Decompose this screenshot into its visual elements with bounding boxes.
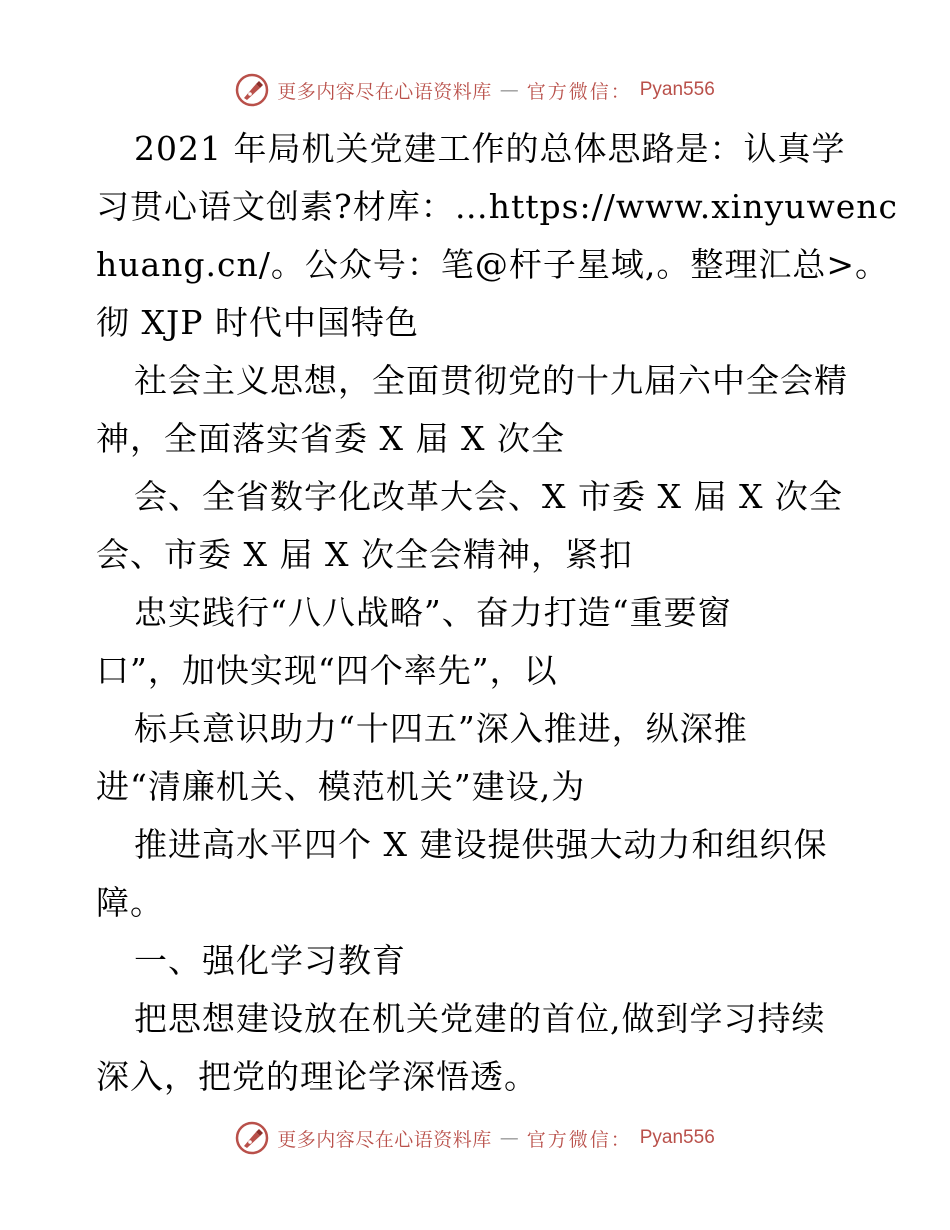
text-line-6: 神，全面落实省委 X 届 X 次全 bbox=[96, 419, 565, 458]
text-line-4: 彻 XJP 时代中国特色 bbox=[96, 303, 419, 342]
text-line-2: 习贯心语文创素?材库：…https://www.xinyuwenc bbox=[96, 187, 899, 226]
text-line-12: 进“清廉机关、模范机关”建设,为 bbox=[96, 767, 586, 806]
text-line-13: 推进高水平四个 X 建设提供强大动力和组织保 bbox=[134, 825, 828, 864]
watermark-main-text: 更多内容尽在心语资料库 bbox=[277, 80, 492, 103]
text-line-11: 标兵意识助力“十四五”深入推进，纵深推 bbox=[134, 709, 748, 748]
text-line-8: 会、市委 X 届 X 次全会精神，紧扣 bbox=[96, 535, 633, 574]
watermark-separator: — bbox=[499, 79, 519, 101]
text-line-14: 障。 bbox=[96, 883, 164, 922]
text-line-1: 2021 年局机关党建工作的总体思路是：认真学 bbox=[134, 129, 846, 168]
watermark-separator: — bbox=[499, 1127, 519, 1149]
text-line-10: 口”，加快实现“四个率先”，以 bbox=[96, 651, 558, 690]
footer-watermark bbox=[0, 1118, 950, 1158]
text-line-5: 社会主义思想，全面贯彻党的十九届六中全会精 bbox=[134, 361, 848, 400]
watermark-official-label: 官方微信： bbox=[526, 1128, 632, 1151]
document-body bbox=[96, 120, 899, 1106]
watermark-wechat-id: Pyan556 bbox=[639, 1127, 715, 1148]
text-line-16: 把思想建设放在机关党建的首位,做到学习持续 bbox=[134, 999, 826, 1038]
text-line-9: 忠实践行“八八战略”、奋力打造“重要窗 bbox=[134, 593, 732, 632]
pen-nib-logo-icon bbox=[235, 1121, 269, 1155]
watermark-official-label: 官方微信： bbox=[526, 80, 632, 103]
watermark-wechat-id: Pyan556 bbox=[639, 79, 715, 100]
header-watermark bbox=[0, 70, 950, 110]
text-line-17: 深入，把党的理论学深悟透。 bbox=[96, 1057, 538, 1096]
pen-nib-logo-icon bbox=[235, 73, 269, 107]
text-line-3: huang.cn/。公众号：笔@杆子星域,。整理汇总>。 bbox=[96, 245, 890, 284]
watermark-main-text: 更多内容尽在心语资料库 bbox=[277, 1128, 492, 1151]
text-line-7: 会、全省数字化改革大会、X 市委 X 届 X 次全 bbox=[134, 477, 843, 516]
section-heading: 一、强化学习教育 bbox=[134, 941, 406, 980]
